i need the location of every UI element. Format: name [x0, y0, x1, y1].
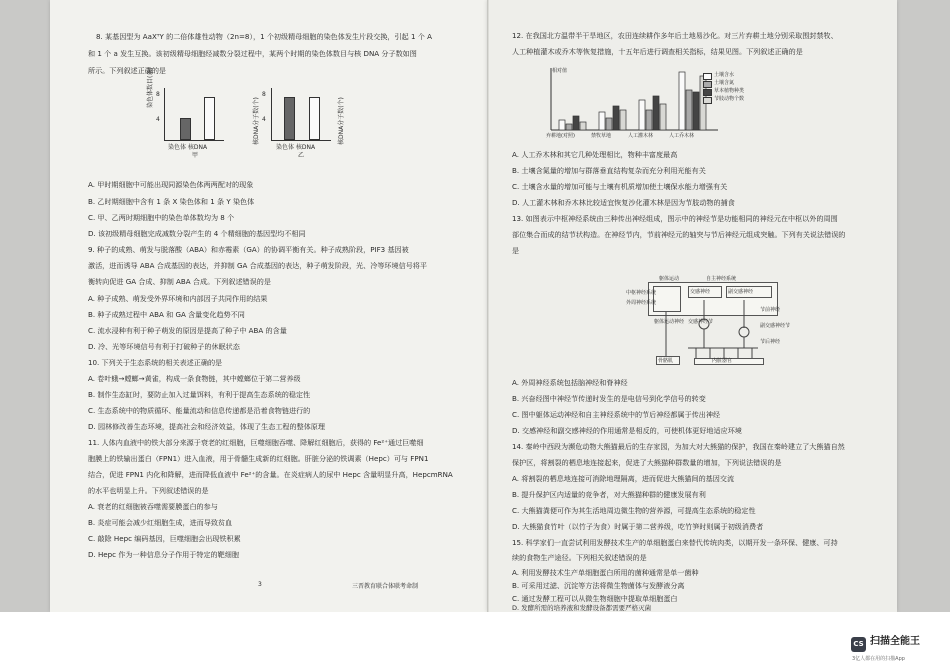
- q13-stem-line2: 部位集合而成的结节状构造。在神经节内，节前神经元的轴突与节后神经元组成突触。下列有关说法错误的: [512, 230, 846, 239]
- q12-bar-g3-s2: [693, 92, 699, 130]
- q15-option-c: C. 通过发酵工程可以从微生物细胞中提取单细胞蛋白: [512, 594, 678, 603]
- legend-herb: 草本植物种类: [714, 88, 745, 94]
- chart-jia-bar-chromosome: [180, 118, 191, 140]
- diagram-cns-label: 中枢神经系统: [626, 290, 657, 296]
- diagram-pns-label: 外周神经系统: [626, 300, 657, 306]
- q8-option-d: D. 该初级精母细胞完成减数分裂产生的 4 个精细胞的基因型均不相同: [88, 229, 306, 238]
- q12-bar-g0-s1: [566, 124, 572, 130]
- q11-stem-line3: 结合，促进 FPN1 内化和降解，进而降低血液中 Fe²⁺的含量。在炎症病人的尿中 Hepc 含量明显升高，HepcmRNA: [88, 470, 453, 479]
- camscanner-logo-icon: CS: [851, 637, 866, 652]
- page-fold: [487, 0, 489, 612]
- q12-bar-g0-s3: [580, 122, 586, 130]
- q12-bar-g3-s0: [679, 72, 685, 130]
- q10-stem: 10. 下列关于生态系统的相关表述正确的是: [88, 358, 223, 367]
- diagram-post-label: 节后神经: [760, 339, 781, 345]
- diagram-soma-nerve-label: 躯体运动神经: [654, 319, 685, 325]
- q9-stem-line2: 激活，进而诱导 ABA 合成基因的表达，并抑制 GA 合成基因的表达，种子萌发阶段，光、冷等环境信号将平: [88, 261, 427, 270]
- q12-stem-line2: 人工种植灌木或乔木等恢复措施，十五年后进行调查相关指标，结果见图。下列叙述正确的是: [512, 47, 803, 56]
- q11-option-b: B. 炎症可能会减少红细胞生成，进而导致贫血: [88, 518, 233, 527]
- chart-yi-ylabel: 核DNA分子数(个): [253, 97, 260, 145]
- q10-option-d: D. 园林修改善生态环境，提高社会和经济效益，体现了生态工程的整体原理: [88, 422, 325, 431]
- q13-stem-line1: 13. 如图表示中枢神经系统由三种传出神经组成，图示中的神经节是功能相同的神经元在中枢以外的周围: [512, 214, 838, 223]
- q13-option-c: C. 图中躯体运动神经和自主神经系统中的节后神经都属于传出神经: [512, 410, 721, 419]
- chart-yi-ylabel-right: 核DNA分子数(个): [338, 97, 345, 145]
- legend-swatch-herb: [703, 89, 712, 96]
- q8-stem-line1: 8. 某基因型为 AaXᵀY 的二倍体雄性动物（2n=8），1 个初级精母细胞的染色体发生片段交换，引起 1 个 A: [96, 32, 432, 41]
- legend-swatch-nitrogen: [703, 81, 712, 88]
- q9-stem-line3: 衡转向促进 GA 合成、抑制 ABA 合成。下列叙述错误的是: [88, 277, 271, 286]
- chart-jia-title: 甲: [192, 152, 199, 159]
- diagram-organ-label: 内脏器官: [712, 358, 733, 364]
- chart-yi-ytick-8: 8: [262, 91, 266, 98]
- chart-yi-ytick-4: 4: [262, 116, 266, 123]
- chart-yi-title: 乙: [298, 152, 305, 159]
- q12-option-b: B. 土壤含氮量的增加与群落垂直结构复杂而充分利用光能有关: [512, 166, 706, 175]
- q14-stem-line2: 保护区，将割裂的栖息地连接起来，促进了大熊猫种群数量的增加，下列说法错误的是: [512, 458, 782, 467]
- q12-bar-g3-s1: [686, 90, 692, 130]
- chart-jia-ylabel: 染色体数目(条): [147, 67, 154, 108]
- q11-option-d: D. Hepc 作为一种信息分子作用于特定的靶细胞: [88, 550, 239, 559]
- q12-bar-g1-s0: [599, 112, 605, 130]
- chart-jia-ytick-8: 8: [156, 91, 160, 98]
- q11-option-c: C. 敲除 Hepc 编码基因，巨噬细胞会出现铁积累: [88, 534, 241, 543]
- q14-option-a: A. 将割裂的栖息地连接可消除地理隔离，进而促进大熊猫间的基因交流: [512, 474, 735, 483]
- para-ganglion-icon: [739, 327, 749, 337]
- q9-option-b: B. 种子成熟过程中 ABA 和 GA 含量变化趋势不同: [88, 310, 245, 319]
- q9-option-d: D. 冷、光等环境信号有利于打破种子的休眠状态: [88, 342, 240, 351]
- q14-stem-line1: 14. 秦岭中西段为濒危动物大熊猫最后的生存家园，为加大对大熊猫的保护，我国在秦岭建立了大熊猫自然: [512, 442, 845, 451]
- diagram-top-soma: 躯体运动: [659, 276, 680, 282]
- q14-option-b: B. 提升保护区内适量的竞争者，对大熊猫种群的健康发展有利: [512, 490, 706, 499]
- q14-option-c: C. 大熊猫粪便可作为其生活地周边微生物的营养源，可提高生态系统的稳定性: [512, 506, 756, 515]
- q10-option-a: A. 卷叶蛾→螳螂→黄雀，构成一条食物链，其中螳螂位于第二营养级: [88, 374, 301, 383]
- q12-cat-2: 人工灌木林: [628, 133, 654, 139]
- q11-option-a: A. 衰老的红细胞被吞噬需要膜蛋白的参与: [88, 502, 218, 511]
- diagram-muscle-label: 骨骼肌: [658, 358, 674, 364]
- q12-option-c: C. 土壤含水量的增加可能与土壤有机质增加使土壤保水能力增强有关: [512, 182, 728, 191]
- q15-stem-line2: 续的食物生产途径。下列相关叙述错误的是: [512, 553, 647, 562]
- q13-option-a: A. 外周神经系统包括脑神经和脊神经: [512, 378, 628, 387]
- q8-option-b: B. 乙时期细胞中含有 1 条 X 染色体和 1 条 Y 染色体: [88, 197, 255, 206]
- q15-option-a: A. 利用发酵技术生产单细胞蛋白所用的菌种通常是单一菌种: [512, 568, 699, 577]
- q12-bar-g2-s0: [639, 100, 645, 130]
- q9-option-a: A. 种子成熟、萌发受外界环境和内部因子共同作用的结果: [88, 294, 268, 303]
- footer-publisher-left: 三晋教育联合体联考命制: [352, 583, 419, 590]
- q13-option-b: B. 兴奋经图中神经节传递时发生的是电信号到化学信号的转变: [512, 394, 706, 403]
- q10-option-b: B. 制作生态缸时，要防止加入过量饵料，有利于提高生态系统的稳定性: [88, 390, 311, 399]
- chart-yi-yaxis: [271, 88, 272, 141]
- q12-bar-g1-s3: [620, 110, 626, 130]
- q10-option-c: C. 生态系统中的物质循环、能量流动和信息传递都是沿着食物链进行的: [88, 406, 311, 415]
- diagram-neuron-lines: [648, 298, 768, 364]
- q12-bar-g2-s3: [660, 104, 666, 130]
- chart-yi-bar-dna: [309, 97, 320, 140]
- q15-option-b: B. 可采用过滤、沉淀等方法将微生物菌体与发酵液分离: [512, 581, 685, 590]
- chart-yi-bar-chromosome: [284, 97, 295, 140]
- q8-stem-line2: 和 1 个 a 发生互换。该初级精母细胞经减数分裂过程中，某两个时期的染色体数目与核 DNA 分子数如图: [88, 49, 417, 58]
- q12-bar-g0-s2: [573, 116, 579, 130]
- q11-stem-line1: 11. 人体内血液中的铁大部分来源于衰老的红细胞，巨噬细胞吞噬、降解红细胞后，获得的 Fe²⁺通过巨噬细: [88, 438, 424, 447]
- camscanner-brand: 扫描全能王: [870, 636, 920, 647]
- q8-option-c: C. 甲、乙两时期细胞中的染色单体数均为 8 个: [88, 213, 235, 222]
- legend-water: 土壤含水: [714, 72, 735, 78]
- legend-swatch-water: [703, 73, 712, 80]
- q12-bar-g1-s1: [606, 118, 612, 130]
- q14-option-d: D. 大熊猫食竹叶（以竹子为食）时属于第二营养级，吃竹笋时则属于初级消费者: [512, 522, 764, 531]
- diagram-top-ans: 自主神经系统: [706, 276, 737, 282]
- q11-stem-line4: 的水平也明显上升。下列叙述错误的是: [88, 486, 209, 495]
- chart-yi-categories: 染色体 核DNA: [276, 144, 316, 151]
- diagram-pre-label: 节前神经: [760, 307, 781, 313]
- diagram-sym-label: 交感神经: [690, 289, 711, 295]
- chart-jia-categories: 染色体 核DNA: [168, 144, 208, 151]
- q9-option-c: C. 流水浸种有利于种子萌发的原因是提高了种子中 ABA 的含量: [88, 326, 287, 335]
- q12-chart-ylabel: 相对值: [552, 68, 568, 74]
- q13-option-d: D. 交感神经和副交感神经的作用通常是相反的，可使机体更好地适应环境: [512, 426, 742, 435]
- q12-stem-line1: 12. 在我国北方温带半干旱地区，农田连续耕作多年后土地易沙化。对三片弃耕土地分别采取围封禁牧、: [512, 31, 838, 40]
- chart-yi-xaxis: [271, 140, 331, 141]
- sym-ganglion-icon: [699, 319, 709, 329]
- q12-bar-g1-s2: [613, 106, 619, 130]
- page-number-left: 3: [258, 581, 262, 588]
- q8-stem-line3: 所示。下列叙述正确的是: [88, 66, 167, 75]
- q12-cat-1: 禁牧草地: [591, 133, 612, 139]
- q12-cat-0: 弃耕地(对照): [546, 133, 575, 139]
- legend-nitrogen: 土壤含氮: [714, 80, 735, 86]
- q9-stem-line1: 9. 种子的成熟、萌发与脱落酸（ABA）和赤霉素（GA）的协调平衡有关。种子成熟阶段，PIF3 基因被: [88, 245, 409, 254]
- q12-bar-g2-s2: [653, 96, 659, 130]
- q12-cat-3: 人工乔木林: [669, 133, 695, 139]
- legend-arthropod: 节肢动物个数: [714, 96, 745, 102]
- q13-stem-line3: 是: [512, 246, 520, 255]
- diagram-ganglion2-label: 副交感神经节: [760, 323, 791, 329]
- chart-jia-xaxis: [164, 140, 224, 141]
- q12-option-a: A. 人工乔木林和其它几种处理相比，物种丰富度最高: [512, 150, 678, 159]
- chart-jia-bar-dna: [204, 97, 215, 140]
- q8-option-a: A. 甲时期细胞中可能出现同源染色体两两配对的现象: [88, 180, 254, 189]
- diagram-ganglion1-label: 交感神经节: [688, 319, 714, 325]
- q12-bar-g2-s1: [646, 110, 652, 130]
- chart-jia-yaxis: [164, 88, 165, 141]
- q15-option-d: D. 发酵所需的培养液和发酵设备都需要严格灭菌: [512, 604, 652, 612]
- q11-stem-line2: 胞膜上的铁输出蛋白（FPN1）进入血液，用于骨髓生成新的红细胞。肝脏分泌的铁调素（Hepc）可与 FPN1: [88, 454, 429, 463]
- camscanner-tagline: 3亿人都在用的扫描App: [852, 656, 905, 662]
- diagram-para-label: 副交感神经: [728, 289, 754, 295]
- q12-bar-g0-s0: [559, 120, 565, 130]
- scanner-footer: [0, 612, 950, 672]
- legend-swatch-arthropod: [703, 97, 712, 104]
- chart-jia-ytick-4: 4: [156, 116, 160, 123]
- q15-stem-line1: 15. 科学家们一直尝试利用发酵技术生产的单细胞蛋白来替代传统肉类，以期开发一条环保、健康、可持: [512, 538, 838, 547]
- q12-option-d: D. 人工灌木林和乔木林比较适宜恢复沙化灌木林是因为节肢动物的捕食: [512, 198, 735, 207]
